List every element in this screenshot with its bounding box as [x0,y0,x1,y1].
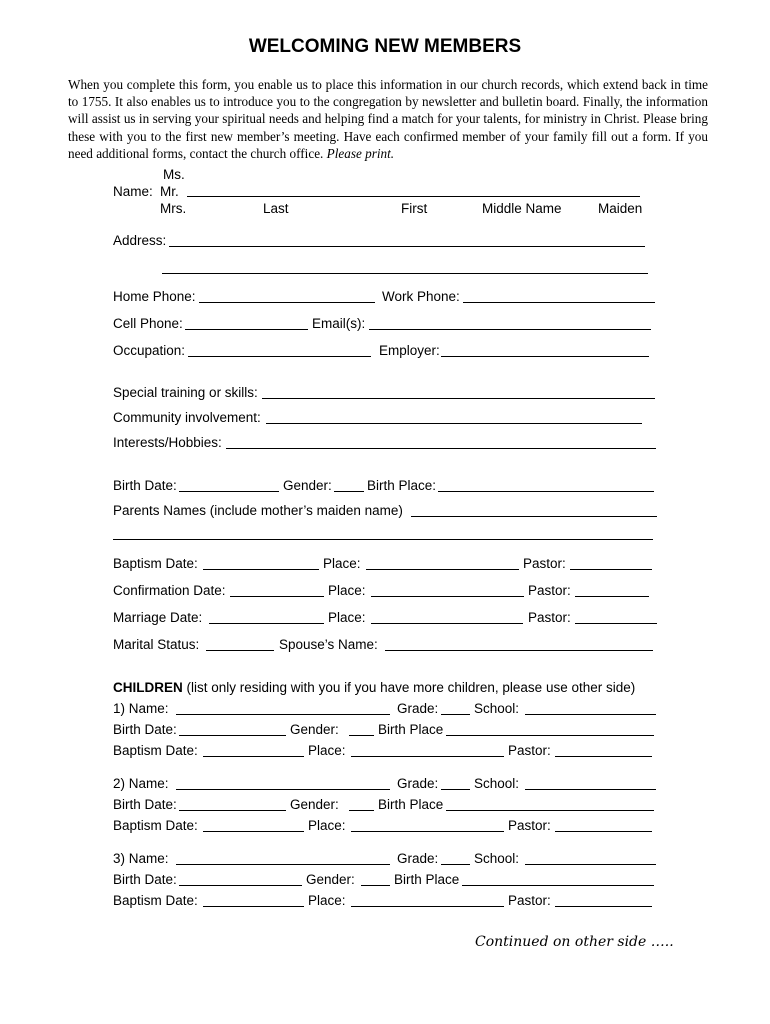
child-1-birth-date-label: Birth Date: [113,722,177,737]
child-1-baptism-place-field[interactable] [351,756,504,757]
parents-field[interactable] [411,516,657,517]
marital-status-label: Marital Status: [113,637,200,652]
gender-field[interactable] [334,491,364,492]
marriage-place-field[interactable] [371,623,523,624]
children-heading [113,680,635,696]
name-middle-caption: Middle Name [482,201,562,216]
salutation-ms: Ms. [163,167,185,182]
birth-place-field[interactable] [438,491,654,492]
child-2-grade-label: Grade: [397,776,439,791]
employer-label: Employer: [379,343,440,358]
confirmation-date-field[interactable] [230,596,324,597]
home-phone-label: Home Phone: [113,289,196,304]
child-2-birth-place-label: Birth Place [378,797,444,812]
child-1-baptism-date-field[interactable] [203,756,304,757]
child-3-baptism-place-field[interactable] [351,906,504,907]
intro-paragraph [68,76,708,162]
occupation-label: Occupation: [113,343,186,358]
marriage-date-field[interactable] [209,623,324,624]
child-1-school-label: School: [474,701,520,716]
child-1-school-field[interactable] [525,714,656,715]
home-phone-field[interactable] [199,302,375,303]
confirmation-place-label: Place: [328,583,366,598]
intro-text: When you complete this form, you enable us to place this information in our church records, which extend back in time to 1755. It also enables us to introduce you to the congregation by newsletter and bulletin board. Finally, the information will assist us in serving your spiritual needs and helping find a match for your talents, for ministry in Christ. Please bring these with you to the first new member’s meeting. Have each confirmed member of your family fill out a form. If you need additional forms, contact the church office. [68,77,708,161]
child-2-name-label [113,776,169,792]
baptism-pastor-field[interactable] [570,569,652,570]
children-note: (list only residing with you if you have more children, please use other side) [186,680,636,695]
birth-date-label: Birth Date: [113,478,177,493]
child-3-grade-field[interactable] [441,864,470,865]
child-1-name-label [113,701,169,717]
community-field[interactable] [266,423,642,424]
child-1-baptism-pastor-field[interactable] [555,756,652,757]
confirmation-pastor-field[interactable] [575,596,649,597]
address-label: Address: [113,233,167,248]
parents-field-line-2[interactable] [113,539,653,540]
name-first-caption: First [401,201,428,216]
salutation-mrs: Mrs. [160,201,187,216]
form-title: WELCOMING NEW MEMBERS [248,36,522,57]
child-3-baptism-place-label: Place: [308,893,346,908]
child-3-birth-date-field[interactable] [179,885,302,886]
child-2-gender-field[interactable] [349,810,374,811]
child-1-name-text: Name: [128,701,169,716]
child-3-name-label [113,851,169,867]
child-1-birth-place-field[interactable] [446,735,654,736]
child-1-baptism-date-label: Baptism Date: [113,743,198,758]
interests-label: Interests/Hobbies: [113,435,222,450]
child-3-gender-field[interactable] [361,885,390,886]
children-title: CHILDREN [113,680,183,695]
child-2-baptism-date-label: Baptism Date: [113,818,198,833]
child-2-gender-label: Gender: [290,797,339,812]
spouse-name-field[interactable] [385,650,653,651]
child-2-number: 2) [113,776,126,791]
emails-label: Email(s): [312,316,366,331]
child-2-baptism-date-field[interactable] [203,831,304,832]
cell-phone-label: Cell Phone: [113,316,183,331]
child-3-baptism-pastor-label: Pastor: [508,893,551,908]
child-2-name-text: Name: [128,776,169,791]
occupation-field[interactable] [188,356,371,357]
child-2-baptism-pastor-label: Pastor: [508,818,551,833]
child-3-grade-label: Grade: [397,851,439,866]
spouse-name-label: Spouse’s Name: [279,637,378,652]
marital-status-field[interactable] [206,650,274,651]
baptism-date-field[interactable] [203,569,319,570]
parents-label: Parents Names (include mother’s maiden name) [113,503,403,518]
baptism-date-label: Baptism Date: [113,556,198,571]
address-line-1[interactable] [169,246,645,247]
child-2-name-field[interactable] [176,789,390,790]
continued-note: Continued on other side ….. [475,934,674,950]
marriage-place-label: Place: [328,610,366,625]
special-training-field[interactable] [262,398,655,399]
baptism-place-label: Place: [323,556,361,571]
child-1-name-field[interactable] [176,714,390,715]
child-2-baptism-place-field[interactable] [351,831,504,832]
child-3-birth-place-field[interactable] [462,885,654,886]
name-field[interactable] [187,196,640,197]
child-3-baptism-pastor-field[interactable] [555,906,652,907]
child-1-number: 1) [113,701,126,716]
child-2-grade-field[interactable] [441,789,470,790]
baptism-pastor-label: Pastor: [523,556,566,571]
confirmation-place-field[interactable] [371,596,524,597]
marriage-pastor-field[interactable] [575,623,657,624]
intro-emphasis: Please print. [326,145,395,161]
child-2-baptism-pastor-field[interactable] [555,831,652,832]
marriage-pastor-label: Pastor: [528,610,571,625]
child-3-birth-date-label: Birth Date: [113,872,177,887]
marriage-date-label: Marriage Date: [113,610,203,625]
child-3-school-field[interactable] [525,864,656,865]
special-training-label: Special training or skills: [113,385,258,400]
child-3-baptism-date-field[interactable] [203,906,304,907]
confirmation-date-label: Confirmation Date: [113,583,226,598]
child-2-birth-date-field[interactable] [179,810,286,811]
child-1-birth-date-field[interactable] [179,735,286,736]
birth-place-label: Birth Place: [367,478,437,493]
work-phone-label: Work Phone: [382,289,460,304]
employer-field[interactable] [441,356,649,357]
child-3-birth-place-label: Birth Place [394,872,460,887]
child-1-baptism-pastor-label: Pastor: [508,743,551,758]
community-label: Community involvement: [113,410,261,425]
salutation-mr: Mr. [160,184,179,199]
interests-field[interactable] [226,448,656,449]
child-3-name-text: Name: [128,851,169,866]
child-3-gender-label: Gender: [306,872,355,887]
baptism-place-field[interactable] [366,569,519,570]
name-label: Name: [113,184,153,199]
child-2-birth-date-label: Birth Date: [113,797,177,812]
cell-phone-field[interactable] [185,329,308,330]
child-3-baptism-date-label: Baptism Date: [113,893,198,908]
gender-label: Gender: [283,478,332,493]
child-1-grade-label: Grade: [397,701,439,716]
address-line-2[interactable] [162,273,648,274]
child-3-school-label: School: [474,851,520,866]
birth-date-field[interactable] [179,491,279,492]
work-phone-field[interactable] [463,302,655,303]
child-3-number: 3) [113,851,126,866]
child-1-baptism-place-label: Place: [308,743,346,758]
child-1-birth-place-label: Birth Place [378,722,444,737]
child-1-gender-label: Gender: [290,722,339,737]
child-3-name-field[interactable] [176,864,390,865]
child-2-school-field[interactable] [525,789,656,790]
emails-field[interactable] [369,329,651,330]
confirmation-pastor-label: Pastor: [528,583,571,598]
name-maiden-caption: Maiden [598,201,643,216]
child-2-baptism-place-label: Place: [308,818,346,833]
name-last-caption: Last [263,201,289,216]
child-1-gender-field[interactable] [349,735,374,736]
child-1-grade-field[interactable] [441,714,470,715]
child-2-school-label: School: [474,776,520,791]
child-2-birth-place-field[interactable] [446,810,654,811]
